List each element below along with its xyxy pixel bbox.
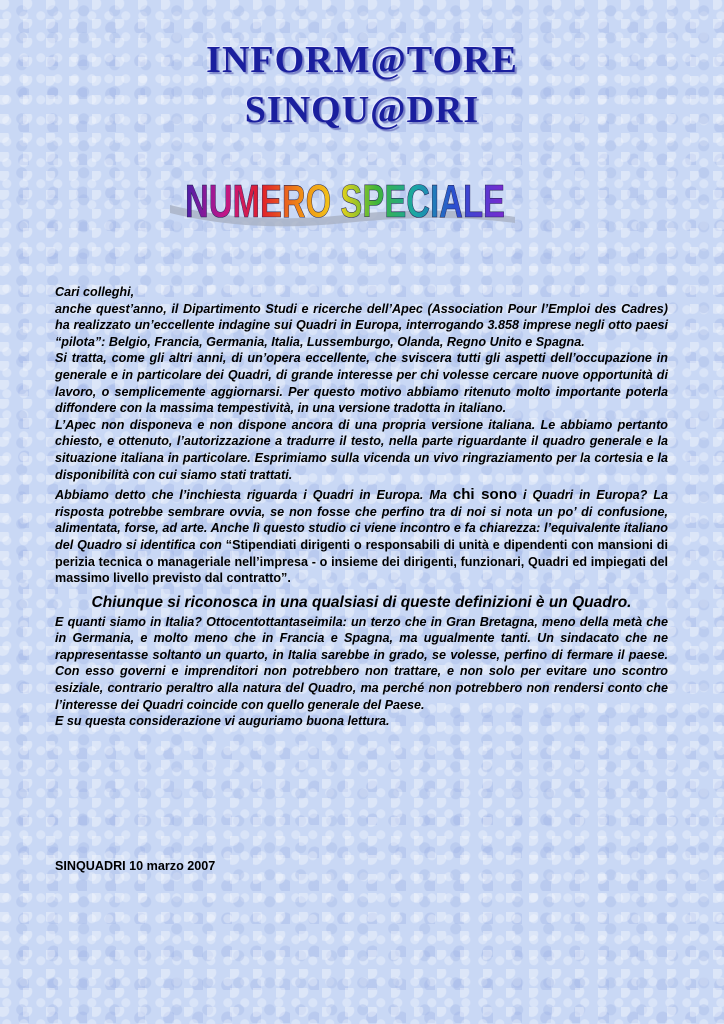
special-issue-text: NUMERO SPECIALE [185, 175, 505, 227]
paragraph-4-part-a: Abbiamo detto che l’inchiesta riguarda i Quadri in Europa. Ma [55, 488, 453, 503]
paragraph-1: anche quest’anno, il Dipartimento Studi e ricerche dell’Apec (Association Pour l’Emploi des Cadres) ha realizzato un’eccellente indagine sui Quadri in Europa, interrogando 3.858 imprese negli otto paesi “pilota”: Belgio, Francia, Germania, Italia, Lussemburgo, Olanda, Regno Unito e Spagna. [55, 301, 668, 349]
signature-date: SINQUADRI 10 marzo 2007 [55, 859, 216, 873]
newsletter-title-line1: INFORM@TORE [206, 39, 518, 81]
paragraph-4 [55, 487, 668, 587]
letter-body [55, 284, 668, 730]
newsletter-title-line2: SINQU@DRI [244, 89, 480, 131]
definition-highlight: Chiunque si riconosca in una qualsiasi di queste definizioni è un Quadro. [91, 593, 632, 611]
paragraph-2: Si tratta, come gli altri anni, di un’opera eccellente, che sviscera tutti gli aspetti dell’occupazione in generale e in particolare dei Quadri, di grande interesse per chi volesse cercare nuove opportunità di lavoro, o semplicemente aggiornarsi. Per questo motivo abbiamo ritenuto molto importante poterla diffondere con la massima tempestività, in una versione tradotta in italiano. [55, 351, 668, 416]
closing-line: E su questa considerazione vi auguriamo buona lettura. [55, 714, 390, 729]
paragraph-4-part-b: i Quadri in Europa? La risposta potrebbe sembrare ovvia, se non fosse che perfino tra di noi si nota un po’ di confusione, alimentata, forse, ad arte. Anche lì questo studio ci viene incontro e fa chiarezza: l’equivalente italiano del Quadro si identifica con [55, 488, 669, 552]
paragraph-3: L’Apec non disponeva e non dispone ancora di una propria versione italiana. Le abbiamo pertanto chiesto, e ottenuto, l’autorizzazione a tradurre il testo, nella parte riguardante il quadro generale e la situazione italiana in particolare. Esprimiamo sulla vicenda un vivo ringraziamento per la cortesia e la disponibilità con cui siamo stati trattati. [55, 417, 668, 482]
paragraph-4-quote: “Stipendiati dirigenti o responsabili di unità e dipendenti con mansioni di perizia tecnica o manageriale nell’impresa - o insieme dei dirigenti, funzionari, Quadri ed impiegati del massimo livello previsto dal contratto”. [55, 537, 668, 586]
salutation: Cari colleghi, [55, 285, 135, 299]
paragraph-4-emphasis: chi sono [452, 486, 518, 504]
paragraph-5: E quanti siamo in Italia? Ottocentottantaseimila: un terzo che in Gran Bretagna, meno della metà che in Germania, e molto meno che in Francia e Spagna, ma ugualmente tanti. Un sindacato che ne rappresentasse soltanto un quarto, in Italia sarebbe in grado, se volesse, perfino di fermare il paese. Con esso governi e imprenditori non potrebbero non trattare, e non solo per evitare uno scontro esiziale, contrario peraltro alla natura del Quadro, ma perché non potrebbero non rendersi conto che l’interesse dei Quadri coincide con quello generale del Paese. [55, 614, 668, 712]
special-issue-banner [160, 165, 530, 235]
